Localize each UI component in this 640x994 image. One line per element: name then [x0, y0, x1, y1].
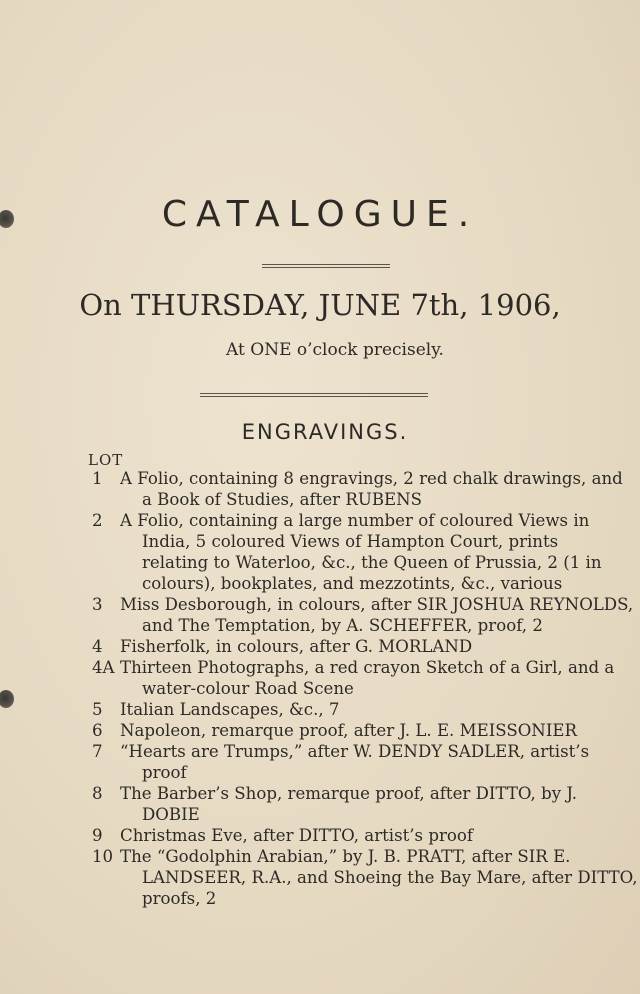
catalogue-title: CATALOGUE.: [161, 194, 479, 235]
lot-description-line: Fisherfolk, in colours, after G. MORLAND: [120, 637, 473, 656]
lot-description: [120, 825, 550, 846]
sale-date-line: On THURSDAY, JUNE 7th, 1906,: [79, 288, 561, 322]
lot-description-line: relating to Waterloo, &c., the Queen of Prussia, 2 (1 in: [142, 553, 602, 572]
lot-description-line: Thirteen Photographs, a red crayon Sketch of a Girl, and a: [120, 658, 615, 677]
lot-number: 3: [92, 595, 103, 614]
lot-description-line: colours), bookplates, and mezzotints, &c., various: [142, 574, 563, 593]
lot-number: 4: [92, 637, 103, 656]
title-rule: [262, 264, 390, 268]
lot-description-line: Christmas Eve, after DITTO, artist’s proof: [120, 826, 474, 845]
lot-column-header: LOT: [88, 451, 124, 469]
sale-time-line: At ONE o’clock precisely.: [226, 340, 444, 360]
lot-entry: [0, 636, 640, 657]
lot-description-line: A Folio, containing 8 engravings, 2 red chalk drawings, and: [120, 469, 623, 488]
lot-description-line: LANDSEER, R.A., and Shoeing the Bay Mare, after DITTO,: [142, 868, 638, 887]
lot-entry: [0, 720, 640, 741]
lot-number: 4A: [92, 658, 115, 677]
lot-description-line: proofs, 2: [142, 889, 217, 908]
lot-description: [120, 510, 602, 594]
lot-description: [120, 741, 590, 783]
lot-description-line: proof: [142, 763, 187, 782]
lot-description-line: A Folio, containing a large number of coloured Views in: [120, 511, 590, 530]
section-title: ENGRAVINGS.: [241, 420, 409, 444]
lot-number: 6: [92, 721, 103, 740]
lot-description-line: Italian Landscapes, &c., 7: [120, 700, 340, 719]
lot-number: 9: [92, 826, 103, 845]
lot-number: 2: [92, 511, 103, 530]
lot-entry: [0, 825, 640, 846]
lot-description-line: The Barber’s Shop, remarque proof, after DITTO, by J.: [120, 784, 577, 803]
lot-entry: [0, 741, 640, 783]
lot-number: 1: [92, 469, 103, 488]
lot-description: [120, 846, 638, 909]
lot-description-line: The “Godolphin Arabian,” by J. B. PRATT, after SIR E.: [120, 847, 571, 866]
lot-description-line: Miss Desborough, in colours, after SIR JOSHUA REYNOLDS,: [120, 595, 634, 614]
lot-description-line: “Hearts are Trumps,” after W. DENDY SADLER, artist’s: [120, 742, 590, 761]
lot-description: [120, 594, 634, 636]
lot-description: [120, 657, 615, 699]
time-rule: [200, 393, 428, 397]
lot-number: 10: [92, 847, 114, 866]
lot-description-line: a Book of Studies, after RUBENS: [142, 490, 423, 509]
lot-description-line: Napoleon, remarque proof, after J. L. E. MEISSONIER: [120, 721, 577, 740]
lot-entry: [0, 510, 640, 594]
lot-entry: [0, 657, 640, 699]
lot-number: 8: [92, 784, 103, 803]
lot-description: [120, 783, 577, 825]
lot-entry: [0, 699, 640, 720]
lot-description-line: India, 5 coloured Views of Hampton Court, prints: [142, 532, 559, 551]
lot-entry: [0, 783, 640, 825]
lot-number: 5: [92, 700, 103, 719]
lot-description-line: and The Temptation, by A. SCHEFFER, proof, 2: [142, 616, 543, 635]
lot-entry: [0, 594, 640, 636]
lot-list: [0, 468, 640, 909]
lot-description: [120, 699, 550, 720]
lot-number: 7: [92, 742, 103, 761]
lot-description: [120, 720, 577, 741]
lot-description: [120, 636, 550, 657]
lot-description: [120, 468, 623, 510]
lot-description-line: DOBIE: [142, 805, 200, 824]
lot-description-line: water-colour Road Scene: [142, 679, 354, 698]
lot-entry: [0, 468, 640, 510]
lot-entry: [0, 846, 640, 909]
